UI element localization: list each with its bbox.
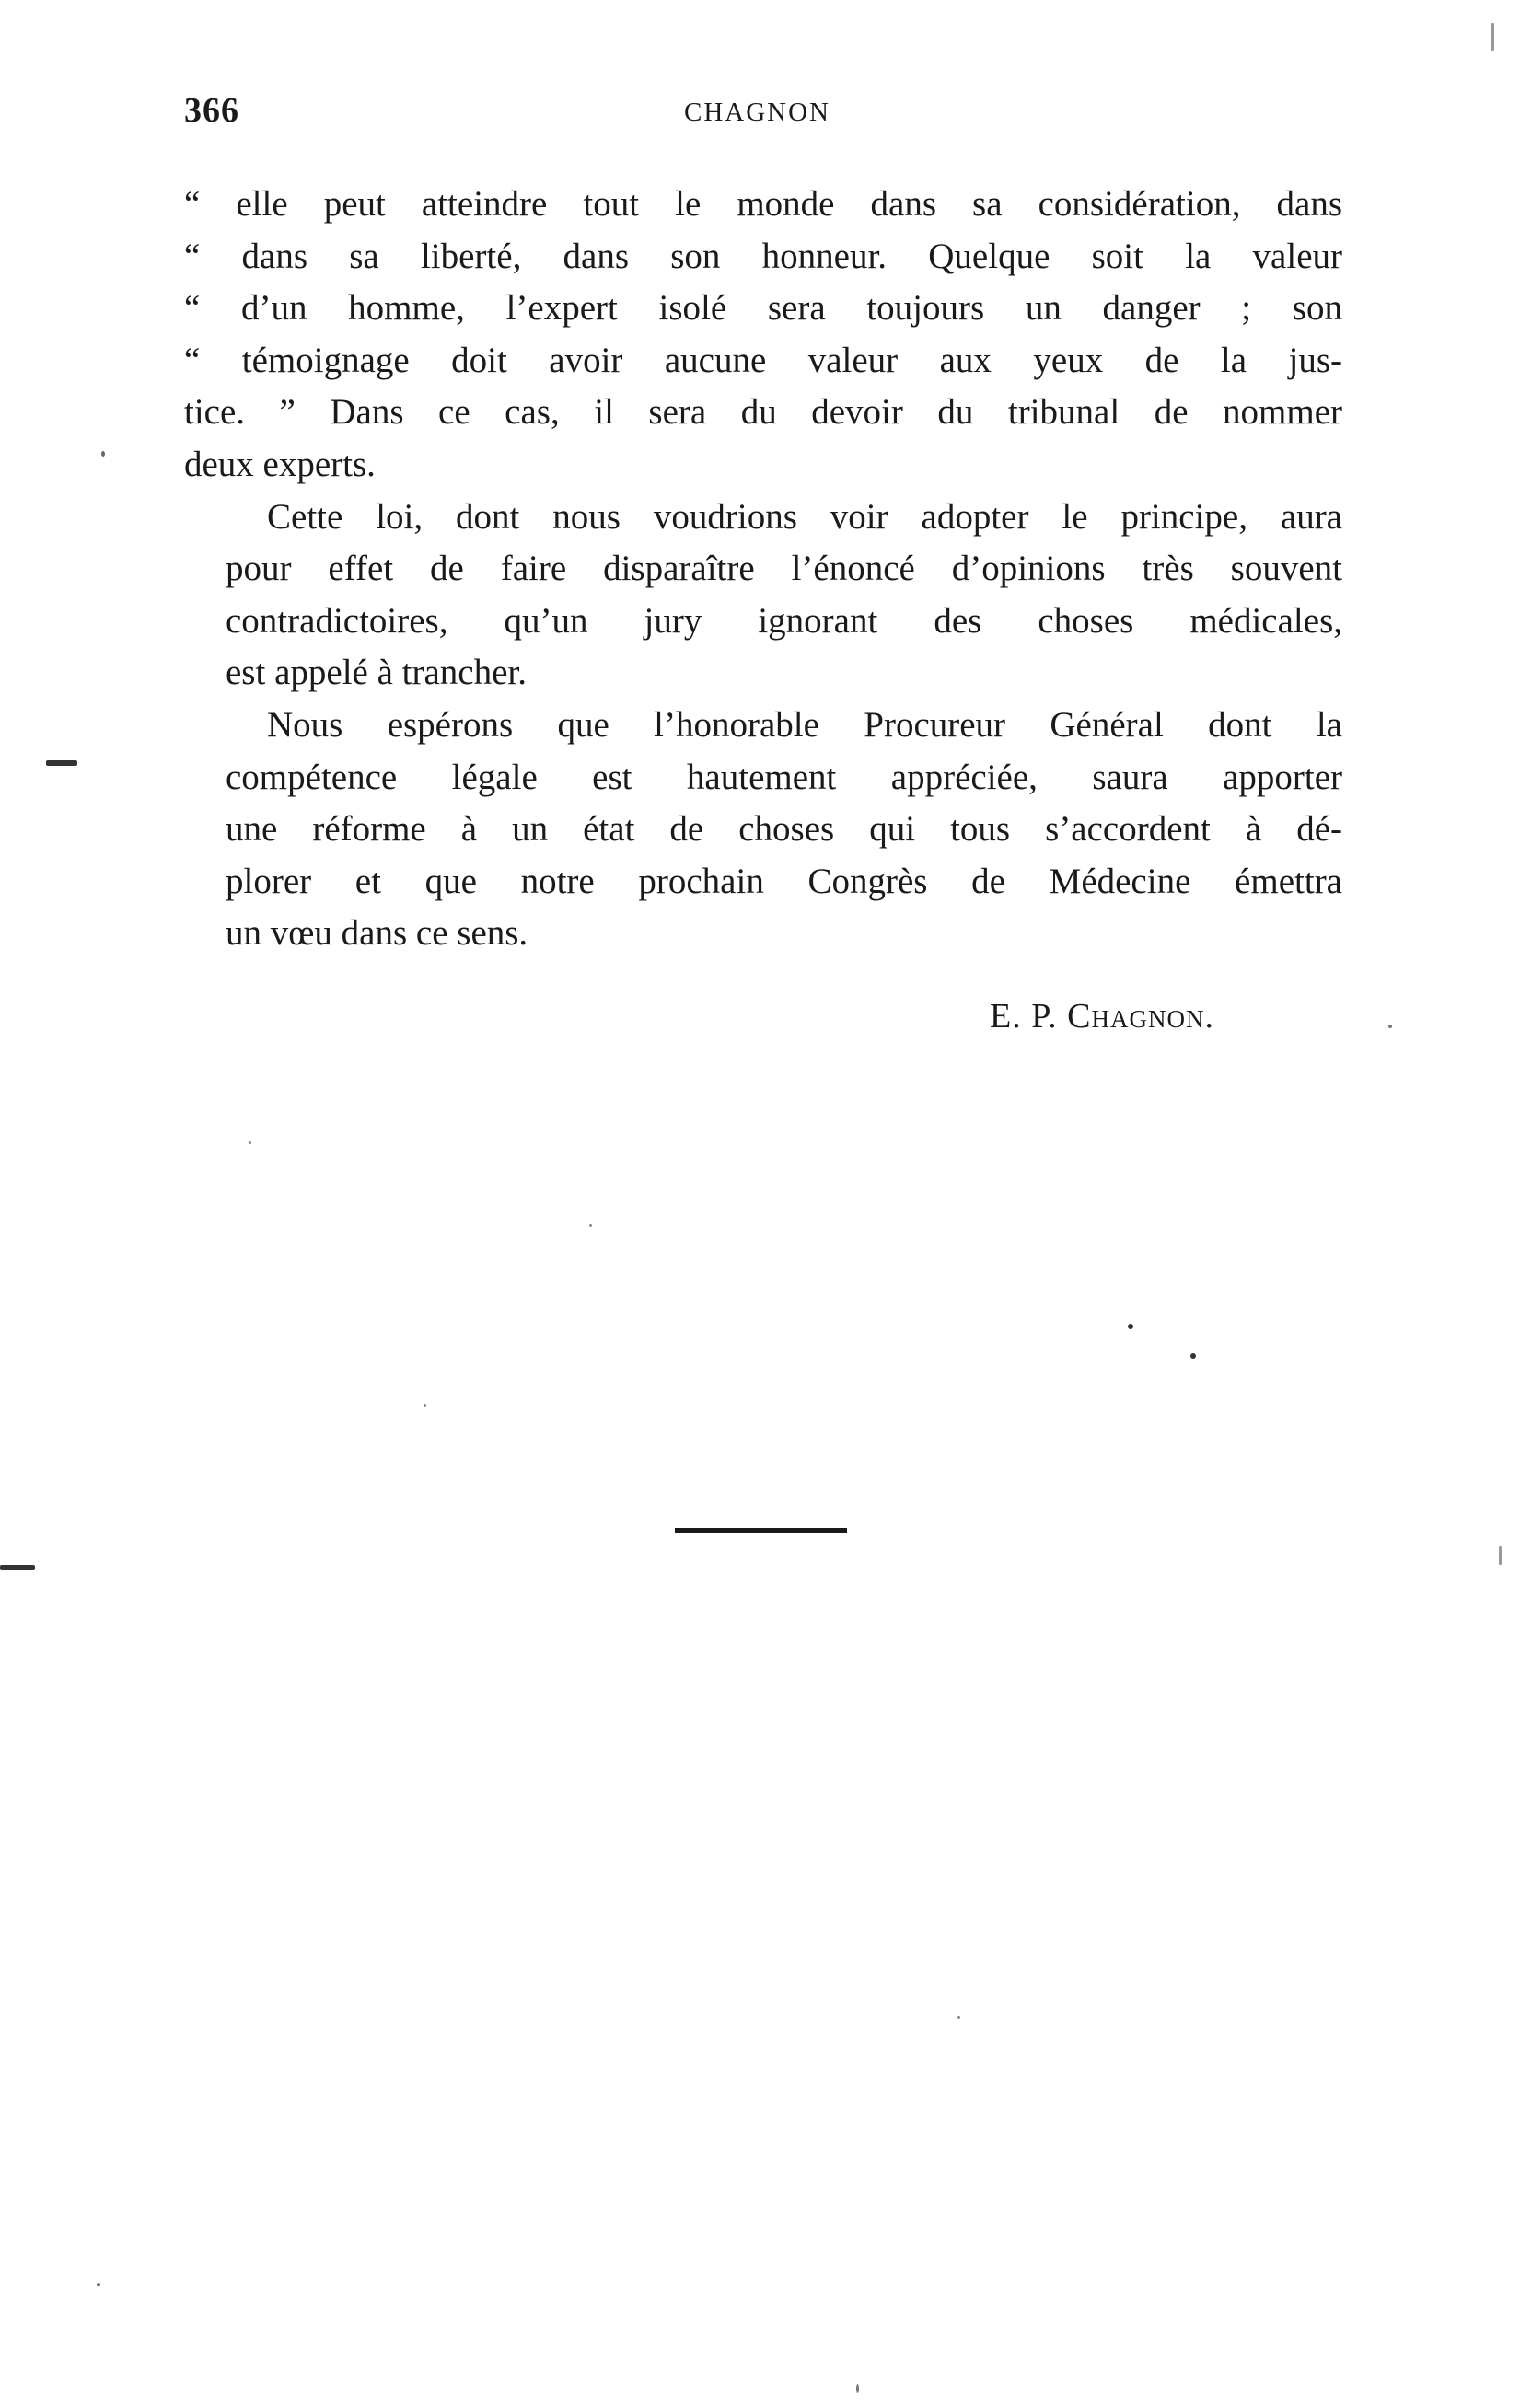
scan-mark xyxy=(97,2283,100,2286)
text-line: est appelé à trancher. xyxy=(226,653,527,693)
paragraph-1 xyxy=(184,179,1342,492)
scan-mark xyxy=(1388,1025,1392,1028)
text-line: pour effet de faire disparaître l’énoncé d’opinions très souvent xyxy=(226,549,1342,589)
running-title: CHAGNON xyxy=(684,98,830,127)
scan-mark xyxy=(101,451,105,457)
text-line: “ d’un homme, l’expert isolé sera toujours un danger ; son xyxy=(184,288,1342,329)
paragraph-3 xyxy=(184,700,1342,960)
section-divider-rule xyxy=(675,1528,847,1533)
text-line: “ elle peut atteindre tout le monde dans sa considération, dans xyxy=(184,184,1342,224)
author-signature xyxy=(990,996,1214,1036)
scan-mark xyxy=(1128,1324,1133,1329)
scan-mark xyxy=(1499,1546,1502,1565)
text-line: “ témoignage doit avoir aucune valeur aux yeux de la jus- xyxy=(184,340,1342,380)
scan-mark xyxy=(856,2384,859,2393)
scan-mark xyxy=(46,760,77,766)
text-line: une réforme à un état de choses qui tous s’accordent à dé- xyxy=(226,809,1342,850)
text-line: Nous espérons que l’honorable Procureur Général dont la xyxy=(267,704,1342,745)
signature-surname: Chagnon. xyxy=(1067,997,1214,1036)
scan-mark xyxy=(1491,23,1494,51)
text-line: un vœu dans ce sens. xyxy=(226,913,528,954)
scan-mark xyxy=(1190,1353,1196,1359)
scan-mark xyxy=(957,2016,960,2019)
text-line: contradictoires, qu’un jury ignorant des choses médicales, xyxy=(226,600,1342,641)
paragraph-2 xyxy=(184,492,1342,700)
text-line: plorer et que notre prochain Congrès de Médecine émettra xyxy=(226,861,1342,901)
page-number: 366 xyxy=(184,91,239,130)
text-line: compétence légale est hautement appréciée, saura apporter xyxy=(226,757,1342,797)
body-text xyxy=(184,179,1342,960)
text-line: Cette loi, dont nous voudrions voir adopter le principe, aura xyxy=(267,496,1342,537)
text-line: tice. ” Dans ce cas, il sera du devoir du tribunal de nommer xyxy=(184,392,1342,433)
scan-mark xyxy=(0,1565,35,1570)
text-line: deux experts. xyxy=(184,444,376,484)
scan-mark xyxy=(249,1141,251,1144)
scan-mark xyxy=(424,1404,426,1407)
text-line: “ dans sa liberté, dans son honneur. Quelque soit la valeur xyxy=(184,236,1342,276)
scan-mark xyxy=(589,1224,592,1227)
signature-initials: E. P. xyxy=(990,997,1068,1036)
